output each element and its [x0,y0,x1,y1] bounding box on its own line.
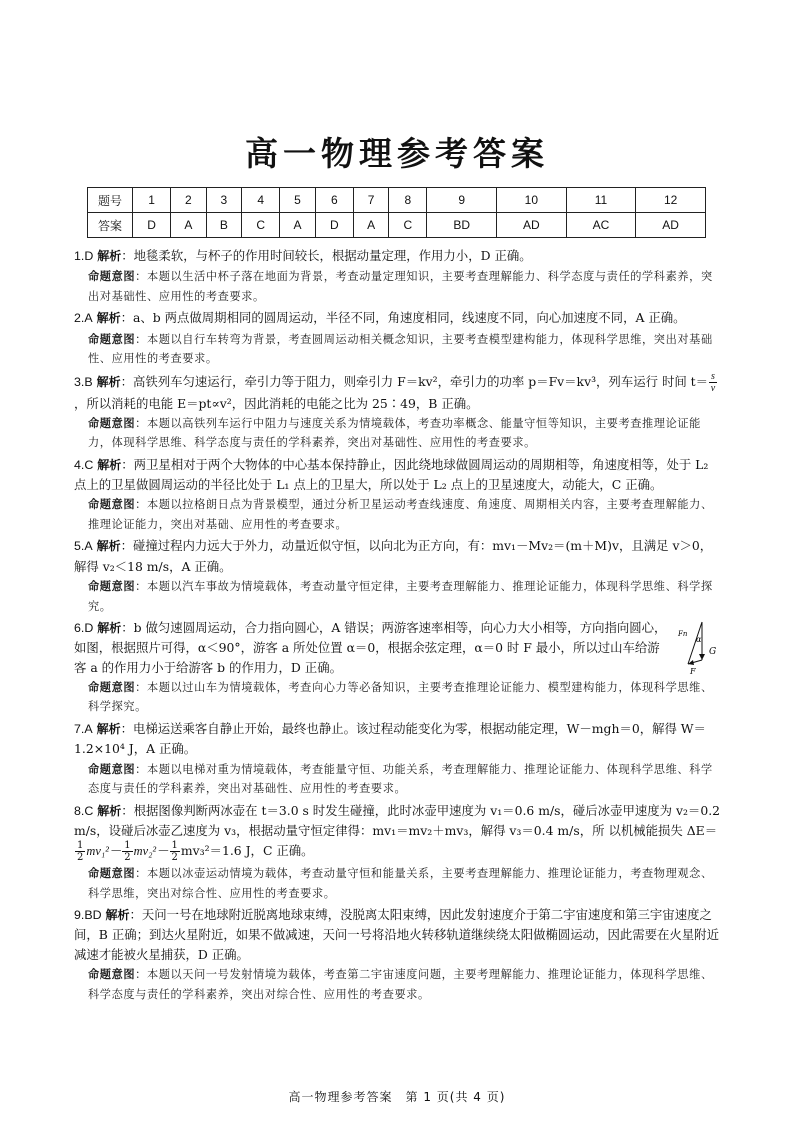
intent-q6 [88,678,722,717]
solution-q8 [74,801,722,864]
intent-label: 命题意图 [88,762,136,776]
table-cell-answer: AD [636,213,706,238]
fraction-numerator: 1 [124,840,131,852]
analysis-text: ：地毯柔软，与杯子的作用时间较长，根据动量定理，作用力小，D 正确。 [121,248,532,263]
solution-q4 [74,455,722,495]
solution-q1 [74,246,722,266]
analysis-label: 解析 [97,803,122,818]
question-head: 6.D [74,621,94,636]
intent-text: ：本题以天问一号发射情境为载体，考查第二宇宙速度问题，主要考理解能力、推理论证能力，体现科学思维、科学态度与责任的学科素养，突出对综合性、应用性的考查要求。 [88,968,713,1001]
analysis-text: ，所以消耗的电能 E＝pt∝v²，因此消耗的电能之比为 25∶49，B 正确。 [74,395,479,411]
table-cell-answer: D [315,213,353,238]
solution-q2 [74,308,722,328]
table-cell-answer: A [171,213,207,238]
fraction-numerator: 1 [77,840,84,852]
analysis-text: ：电梯运送乘客自静止开始，最终也静止。该过程动能变化为零，根据动能定理，W－mgh＝0，解得 W＝1.2×10⁴ J，A 正确。 [74,720,706,757]
table-cell-answer: A [353,213,389,238]
intent-q8 [88,864,722,903]
intent-label: 命题意图 [88,968,136,982]
question-head: 3.B [74,374,93,389]
intent-label: 命题意图 [88,270,136,284]
fraction-denominator: 2 [77,852,84,864]
analysis-label: 解析 [96,539,121,554]
intent-q3 [88,414,722,453]
force-triangle-diagram [676,620,722,676]
fraction-denominator: 2 [171,852,178,864]
intent-text: ：本题以拉格朗日点为背景模型，通过分析卫星运动考查线速度、角速度、周期相关内容，主要考查理解能力、推理论证能力，突出对基础、应用性的考查要求。 [88,498,713,531]
analysis-label: 解析 [97,621,122,636]
table-cell-number: 5 [280,188,316,213]
intent-label: 命题意图 [88,332,136,346]
table-cell-answer: BD [427,213,497,238]
intent-text: ：本题以高铁列车运行中阻力与速度关系为情境载体，考查功率概念、能量守恒等知识，主要考查推理论证能力，体现科学思维、科学态度与责任的学科素养，突出对基础性、应用性的考查要求。 [88,416,701,450]
fraction-numerator: 1 [171,840,178,852]
solution-q9 [74,905,722,964]
label-g: G [709,647,717,658]
intent-label: 命题意图 [88,680,136,694]
intent-text: ：本题以汽车事故为情境载体，考查动量守恒定律，主要考查理解能力、推理论证能力，体现科学思维、科学探究。 [88,580,713,613]
analysis-label: 解析 [97,249,122,263]
fraction-half [122,840,132,863]
table-cell-number: 11 [566,188,636,213]
label-fn: Fn [678,630,688,639]
solution-q3 [74,371,722,413]
intent-text: ：本题以自行车转弯为背景，考查圆周运动相关概念知识，主要考查模型建构能力，体现科学思维，突出对基础性、应用性的考查要求。 [88,332,713,366]
page-footer: 高一物理参考答案 第 1 页(共 4 页) [288,1090,506,1104]
intent-q7 [88,760,722,799]
analysis-label: 解析 [97,457,122,472]
table-cell-answer: B [206,213,242,238]
energy-term: mv₂²－ [133,844,169,859]
fraction-s-over-v [709,371,717,394]
question-head: 7.A [74,721,93,736]
analysis-label: 解析 [105,908,130,923]
table-cell-number: 6 [315,188,353,213]
table-cell-number: 2 [171,188,207,213]
fraction-denominator: 2 [124,852,131,864]
table-cell-number: 3 [206,188,242,213]
intent-label: 命题意图 [88,416,136,430]
table-cell-number: 1 [133,188,171,213]
question-head: 5.A [74,539,93,554]
analysis-text: 以机械能损失 ΔE＝ [608,822,718,838]
answer-row [88,213,706,238]
analysis-text: 时间 t＝ [661,373,709,389]
intent-text: ：本题以冰壶运动情境为载体，考查动量守恒和能量关系，主要考查理解能力、推理论证能力，考查物理观念、科学思维，突出对综合性、应用性的考查要求。 [88,867,713,900]
intent-q9 [88,965,722,1004]
intent-text: ：本题以电梯对重为情境载体，考查能量守恒、功能关系，考查理解能力、推理论证能力、体现科学思维、科学态度与责任的学科素养，突出对基础性、应用性的考查要求。 [88,762,713,796]
intent-q2 [88,330,722,369]
table-cell-number: 9 [427,188,497,213]
arrow-head [699,654,705,660]
question-head: 2.A [74,311,93,326]
analysis-text: ：b 做匀速圆周运动，合力指向圆心，A 错误；两游客速率相等，向心力大小相等，方向指向圆心，如图，根据照片可得，α＜90°，游客 a 所处位置 α＝0，根据余弦定理，α＝0 时 F 最小，所以过山车给游客 a 的作用力小于给游客 b 的作用力，D 正确。 [74,620,667,675]
intent-label: 命题意图 [88,498,136,512]
table-cell-answer: AC [566,213,636,238]
table-cell-number: 7 [353,188,389,213]
table-cell-number: 8 [389,188,427,213]
fraction-numerator: s [711,370,715,382]
solution-q7 [74,719,722,759]
fraction-half [75,840,85,863]
table-cell-number: 10 [497,188,567,213]
intent-q1 [88,267,722,306]
analysis-text: ：a、b 两点做周期相同的圆周运动，半径不同，角速度相同，线速度不同，向心加速度不同，A 正确。 [120,310,686,326]
fraction-denominator: v [710,382,716,394]
intent-label: 命题意图 [88,580,136,594]
analysis-label: 解析 [96,721,121,736]
energy-term: mv₁²－ [86,844,122,859]
table-cell-answer: C [242,213,280,238]
label-f: F [690,667,696,677]
energy-term: mv₃²＝1.6 J，C 正确。 [180,843,314,859]
question-head: 9.BD [74,908,102,923]
analysis-text: ：根据图像判断两冰壶在 t＝3.0 s 时发生碰撞，此时冰壶甲速度为 v₁＝0.6 m/s，碰后冰壶甲速度为 v₂＝0.2 m/s，设碰后冰壶乙速度为 v₃，根据动量守恒定律得：mv₁＝mv₂＋mv₃，解得 v₃＝0.4 m/s，所 [74,802,721,838]
analysis-label: 解析 [96,374,121,389]
analysis-text: ：两卫星相对于两个大物体的中心基本保持静止，因此绕地球做圆周运动的周期相等，角速度相等，处于 L₂ 点上的卫星做圆周运动的半径比处于 L₁ 点上的卫星大，所以处于 L₂ 点上的卫星速度大，动能大，C 正确。 [74,456,709,493]
intent-q5 [88,577,722,616]
solution-q6 [74,618,722,677]
intent-label: 命题意图 [88,867,136,881]
question-head: 1.D [74,249,94,263]
intent-text: ：本题以过山车为情境载体，考查向心力等必备知识，主要考查推理论证能力、模型建构能力，体现科学思维、科学探究。 [88,680,713,714]
label-alpha: α [696,635,702,645]
row-label-answer: 答案 [88,213,133,238]
page-title: 高一物理参考答案 [245,134,549,173]
solution-q5 [74,536,722,576]
table-cell-answer: D [133,213,171,238]
table-cell-number: 4 [242,188,280,213]
analysis-text: ：高铁列车匀速运行，牵引力等于阻力，则牵引力 F＝kv²，牵引力的功率 p＝Fv＝kv³，列车运行 [120,373,658,389]
analysis-text: ：碰撞过程内力远大于外力，动量近似守恒，以向北为正方向，有：mv₁－Mv₂＝(m＋M)v，且满足 v＞0，解得 v₂＜18 m/s，A 正确。 [74,538,713,574]
answer-table [87,187,706,238]
question-head: 4.C [74,457,94,472]
solutions-body [74,246,722,1006]
table-cell-number: 12 [636,188,706,213]
intent-text: ：本题以生活中杯子落在地面为背景，考查动量定理知识，主要考查理解能力、科学态度与责任的学科素养，突出对基础性、应用性的考查要求。 [88,270,713,303]
question-number-row [88,188,706,213]
analysis-text: ：天问一号在地球附近脱离地球束缚，没脱离太阳束缚，因此发射速度介于第二宇宙速度和第三宇宙速度之间，B 正确；到达火星附近，如果不做减速，天问一号将沿地火转移轨道继续绕太阳做椭圆运动，因此需要在火星附近减速才能被火星捕获，D 正确。 [74,907,719,962]
intent-q4 [88,495,722,534]
table-cell-answer: AD [497,213,567,238]
row-label-number: 题号 [88,188,133,213]
table-cell-answer: C [389,213,427,238]
fraction-half [170,840,180,863]
analysis-label: 解析 [96,311,121,326]
question-head: 8.C [74,803,94,818]
table-cell-answer: A [280,213,316,238]
